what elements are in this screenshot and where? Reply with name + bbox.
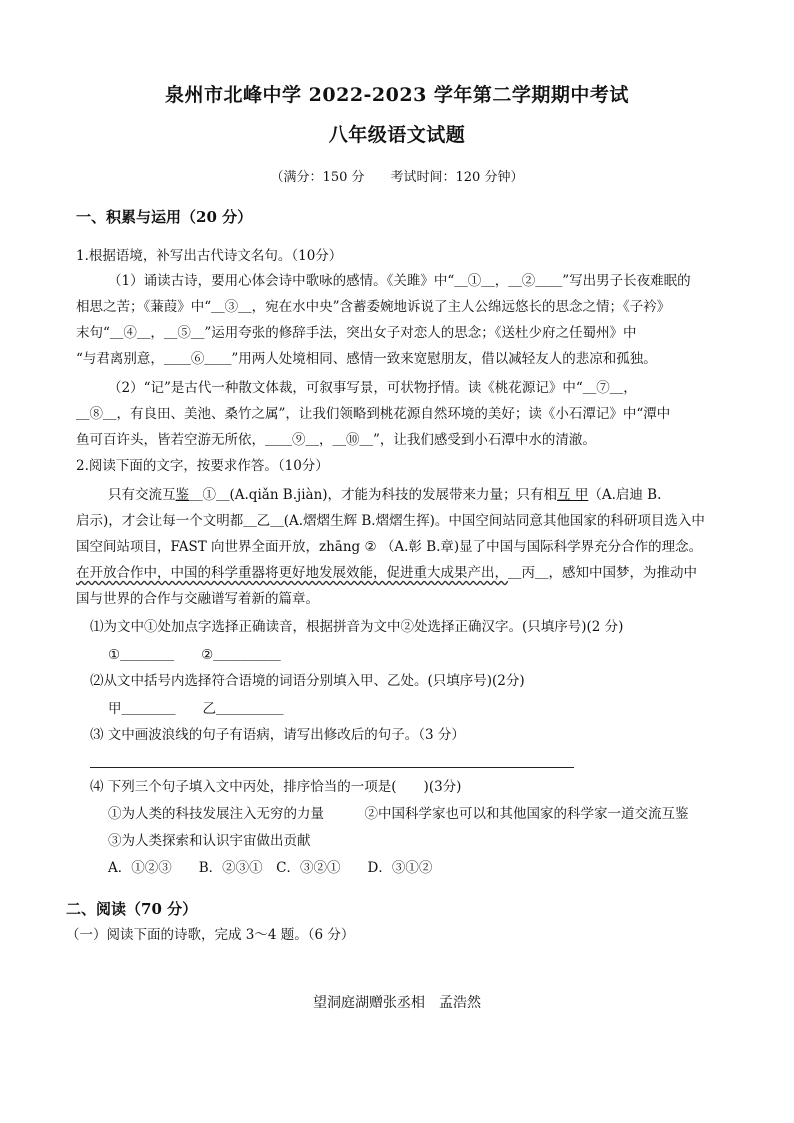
q2-choices: A．①②③ B．②③① C．③②① D．③①② — [108, 860, 433, 876]
q2-passage-line4 — [76, 563, 736, 583]
passage-text: ＿①＿(A.qiǎn B.jiàn)，才能为科技的发展带来力量；只有相 — [189, 487, 558, 503]
q1-p2-line3: 鱼可百许头，皆若空游无所依，＿＿⑨＿，＿⑩＿”，让我们感受到小石潭中水的清澈。 — [76, 432, 596, 448]
q2-stem: 2.阅读下面的文字，按要求作答。（10分） — [76, 458, 329, 474]
q2-sub1: ⑴为文中①处加点字选择正确读音，根据拼音为文中②处选择正确汉字。(只填序号)(2 分) — [90, 619, 624, 635]
q2-sub3: ⑶ 文中画波浪线的句子有语病，请写出修改后的句子。（3 分） — [90, 727, 465, 743]
q2-sub2-answer: 甲＿＿＿＿ 乙＿＿＿＿＿ — [108, 701, 284, 717]
q1-p1-line4: “与君离别意，＿＿⑥＿＿”用两人处境相同、感情一致来宽慰朋友，借以减轻友人的悲凉和孤独。 — [76, 351, 657, 367]
reading-part1-instruction: （一）阅读下面的诗歌，完成 3～4 题。（6 分） — [66, 927, 355, 943]
section-2-heading: 二、阅读（70 分） — [66, 900, 198, 918]
q1-p1-line2: 相思之苦；《蒹葭》中“＿③＿，宛在水中央”含蓄委婉地诉说了主人公绵远悠长的思念之情；《子衿》 — [76, 299, 671, 315]
q2-passage-line1 — [108, 485, 768, 505]
q2-passage-line5: 国与世界的合作与交融谱写着新的篇章。 — [76, 591, 319, 607]
q2-options-line1: ①为人类的科技发展注入无穷的力量 ②中国科学家也可以和其他国家的科学家一道交流互鉴 — [108, 806, 689, 822]
q1-stem: 1.根据语境，补写出古代诗文名句。（10分） — [76, 248, 343, 264]
q2-sub2: ⑵从文中括号内选择符合语境的词语分别填入甲、乙处。(只填序号)(2分) — [90, 673, 525, 689]
q2-sub1-answer: ①＿＿＿＿ ②＿＿＿＿＿ — [108, 647, 281, 663]
exam-subtitle: 八年级语文试题 — [328, 124, 466, 146]
poem-title: 望洞庭湖赠张丞相 孟浩然 — [313, 995, 481, 1011]
blank-jia: 互 甲 — [557, 487, 589, 503]
passage-text: （A.启迪 B. — [588, 487, 662, 503]
passage-text: (A.熠熠生辉 B.熠熠生挥)。中国空间站同意其他国家的科研项目选入中 — [283, 513, 705, 529]
q2-passage-line3: 国空间站项目，FAST 向世界全面开放，zhāng ② （A.彰 B.章)显了中国与国际科学界充分合作的理念。 — [76, 539, 703, 555]
q2-sub4: ⑷ 下列三个句子填入文中丙处，排序恰当的一项是( )(3分) — [90, 779, 462, 795]
passage-text: 只有交流互 — [108, 487, 176, 503]
q1-p1-line1: （1）诵读古诗，要用心体会诗中歌咏的感情。《关雎》中“＿①＿，＿②＿＿”写出男子长夜难眠的 — [108, 273, 691, 289]
q1-p2-line2: ＿⑧＿，有良田、美池、桑竹之属”，让我们领略到桃花源自然环境的美好；读《小石潭记》中“潭中 — [76, 406, 671, 422]
passage-text: ，感知中国梦，为推动中 — [548, 565, 697, 581]
q1-p1-line3: 末句“＿④＿，＿⑤＿”运用夸张的修辞手法，突出女子对恋人的思念；《送杜少府之任蜀州》中 — [76, 325, 637, 341]
blank-yi: ＿乙＿ — [243, 513, 284, 529]
exam-info: （满分：150 分 考试时间：120 分钟） — [270, 170, 524, 185]
passage-dotted-char: 鉴 — [175, 487, 189, 503]
q1-p2-line1: （2）“记”是古代一种散文体裁，可叙事写景，可状物抒情。读《桃花源记》中“＿⑦＿， — [108, 380, 637, 396]
exam-title: 泉州市北峰中学 2022-2023 学年第二学期期中考试 — [165, 84, 629, 106]
passage-text: 启示)，才会让每一个文明都 — [76, 513, 244, 529]
wavy-sentence: 在开放合作中，中国的科学重器将更好地发展效能，促进重大成果产出， — [76, 565, 508, 581]
q2-passage-line2 — [76, 511, 736, 531]
q2-options-line2: ③为人类探索和认识宇宙做出贡献 — [108, 833, 311, 849]
section-1-heading: 一、积累与运用（20 分） — [76, 208, 253, 226]
blank-bing: ＿丙＿ — [508, 565, 549, 581]
answer-line — [90, 767, 574, 768]
